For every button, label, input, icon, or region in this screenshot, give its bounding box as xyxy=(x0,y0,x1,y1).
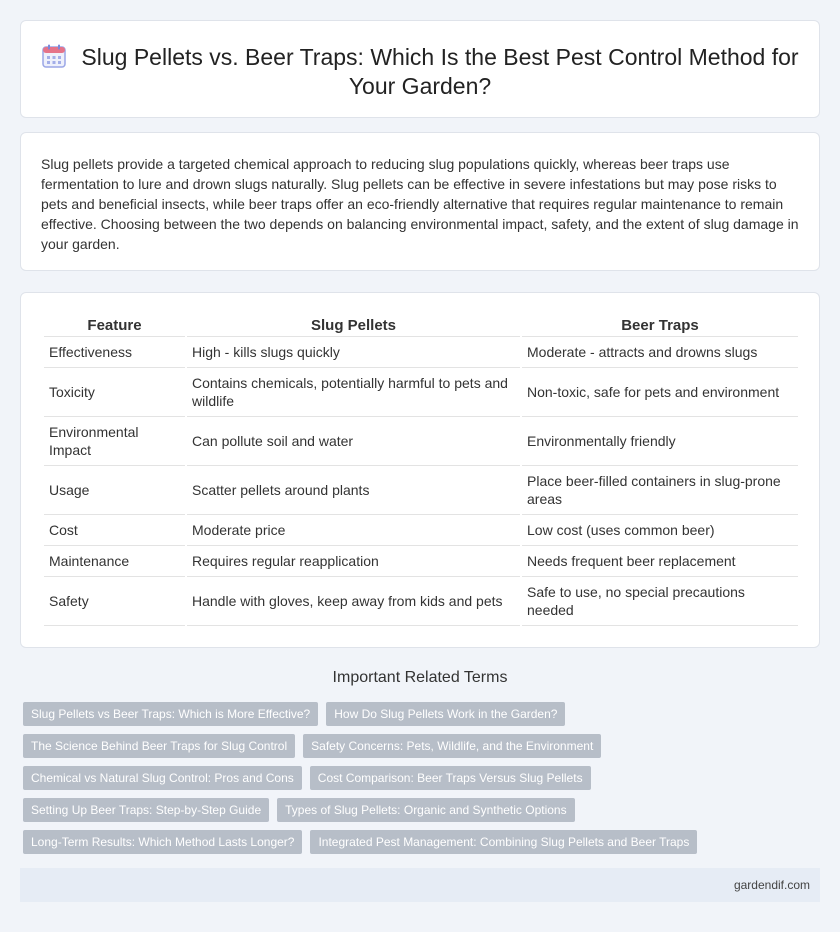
table-header-row xyxy=(44,315,798,337)
header-slug-pellets: Slug Pellets xyxy=(187,315,520,337)
table-row xyxy=(44,337,798,368)
table-row xyxy=(44,466,798,515)
beer-traps-cell: Non-toxic, safe for pets and environment xyxy=(522,368,798,417)
related-term-tag[interactable]: Safety Concerns: Pets, Wildlife, and the Environment xyxy=(303,734,601,758)
beer-traps-cell: Place beer-filled containers in slug-prone areas xyxy=(522,466,798,515)
feature-cell: Safety xyxy=(44,577,185,626)
related-term-tag[interactable]: Types of Slug Pellets: Organic and Synthetic Options xyxy=(277,798,574,822)
slug-pellets-cell: Scatter pellets around plants xyxy=(187,466,520,515)
comparison-table xyxy=(42,315,800,626)
intro-card xyxy=(20,132,820,271)
slug-pellets-cell: Requires regular reapplication xyxy=(187,546,520,577)
tag-row xyxy=(23,798,823,822)
slug-pellets-cell: Can pollute soil and water xyxy=(187,417,520,466)
feature-cell: Cost xyxy=(44,515,185,546)
related-term-tag[interactable]: Chemical vs Natural Slug Control: Pros and Cons xyxy=(23,766,302,790)
tag-row xyxy=(23,702,823,726)
feature-cell: Environmental Impact xyxy=(44,417,185,466)
slug-pellets-cell: Contains chemicals, potentially harmful to pets and wildlife xyxy=(187,368,520,417)
beer-traps-cell: Low cost (uses common beer) xyxy=(522,515,798,546)
related-term-tag[interactable]: Cost Comparison: Beer Traps Versus Slug Pellets xyxy=(310,766,591,790)
slug-pellets-cell: High - kills slugs quickly xyxy=(187,337,520,368)
header-card xyxy=(20,20,820,118)
beer-traps-cell: Environmentally friendly xyxy=(522,417,798,466)
feature-cell: Effectiveness xyxy=(44,337,185,368)
table-row xyxy=(44,368,798,417)
beer-traps-cell: Safe to use, no special precautions needed xyxy=(522,577,798,626)
tag-row xyxy=(23,766,823,790)
related-term-tag[interactable]: The Science Behind Beer Traps for Slug Control xyxy=(23,734,295,758)
footer-site-name[interactable]: gardendif.com xyxy=(733,878,810,892)
table-row xyxy=(44,515,798,546)
related-term-tag[interactable]: Setting Up Beer Traps: Step-by-Step Guide xyxy=(23,798,269,822)
related-term-tag[interactable]: Slug Pellets vs Beer Traps: Which is More Effective? xyxy=(23,702,318,726)
beer-traps-cell: Needs frequent beer replacement xyxy=(522,546,798,577)
feature-cell: Usage xyxy=(44,466,185,515)
related-term-tag[interactable]: How Do Slug Pellets Work in the Garden? xyxy=(326,702,565,726)
related-terms-title: Important Related Terms xyxy=(332,669,508,686)
related-term-tag[interactable]: Long-Term Results: Which Method Lasts Longer? xyxy=(23,830,302,854)
footer xyxy=(20,868,820,902)
feature-cell: Toxicity xyxy=(44,368,185,417)
feature-cell: Maintenance xyxy=(44,546,185,577)
tag-row xyxy=(23,830,823,854)
calendar-icon xyxy=(41,43,67,69)
table-row xyxy=(44,546,798,577)
tag-row xyxy=(23,734,823,758)
related-terms-list xyxy=(23,702,823,862)
page-title-wrap xyxy=(21,43,819,101)
page-title: Slug Pellets vs. Beer Traps: Which Is the Best Pest Control Method for Your Garden? xyxy=(81,44,799,99)
comparison-card xyxy=(20,292,820,648)
intro-paragraph: Slug pellets provide a targeted chemical approach to reducing slug populations quickly, whereas beer traps use fermentation to lure and drown slugs naturally. Slug pellets can be effective in severe infestations but may pose risks to pets and beneficial insects, while beer traps offer an eco-friendly alternative that requires regular maintenance to remain effective. Choosing between the two depends on balancing environmental impact, safety, and the extent of slug damage in your garden. xyxy=(41,156,799,252)
slug-pellets-cell: Handle with gloves, keep away from kids and pets xyxy=(187,577,520,626)
table-row xyxy=(44,417,798,466)
related-term-tag[interactable]: Integrated Pest Management: Combining Slug Pellets and Beer Traps xyxy=(310,830,697,854)
beer-traps-cell: Moderate - attracts and drowns slugs xyxy=(522,337,798,368)
table-row xyxy=(44,577,798,626)
header-feature: Feature xyxy=(44,315,185,337)
slug-pellets-cell: Moderate price xyxy=(187,515,520,546)
header-beer-traps: Beer Traps xyxy=(522,315,798,337)
